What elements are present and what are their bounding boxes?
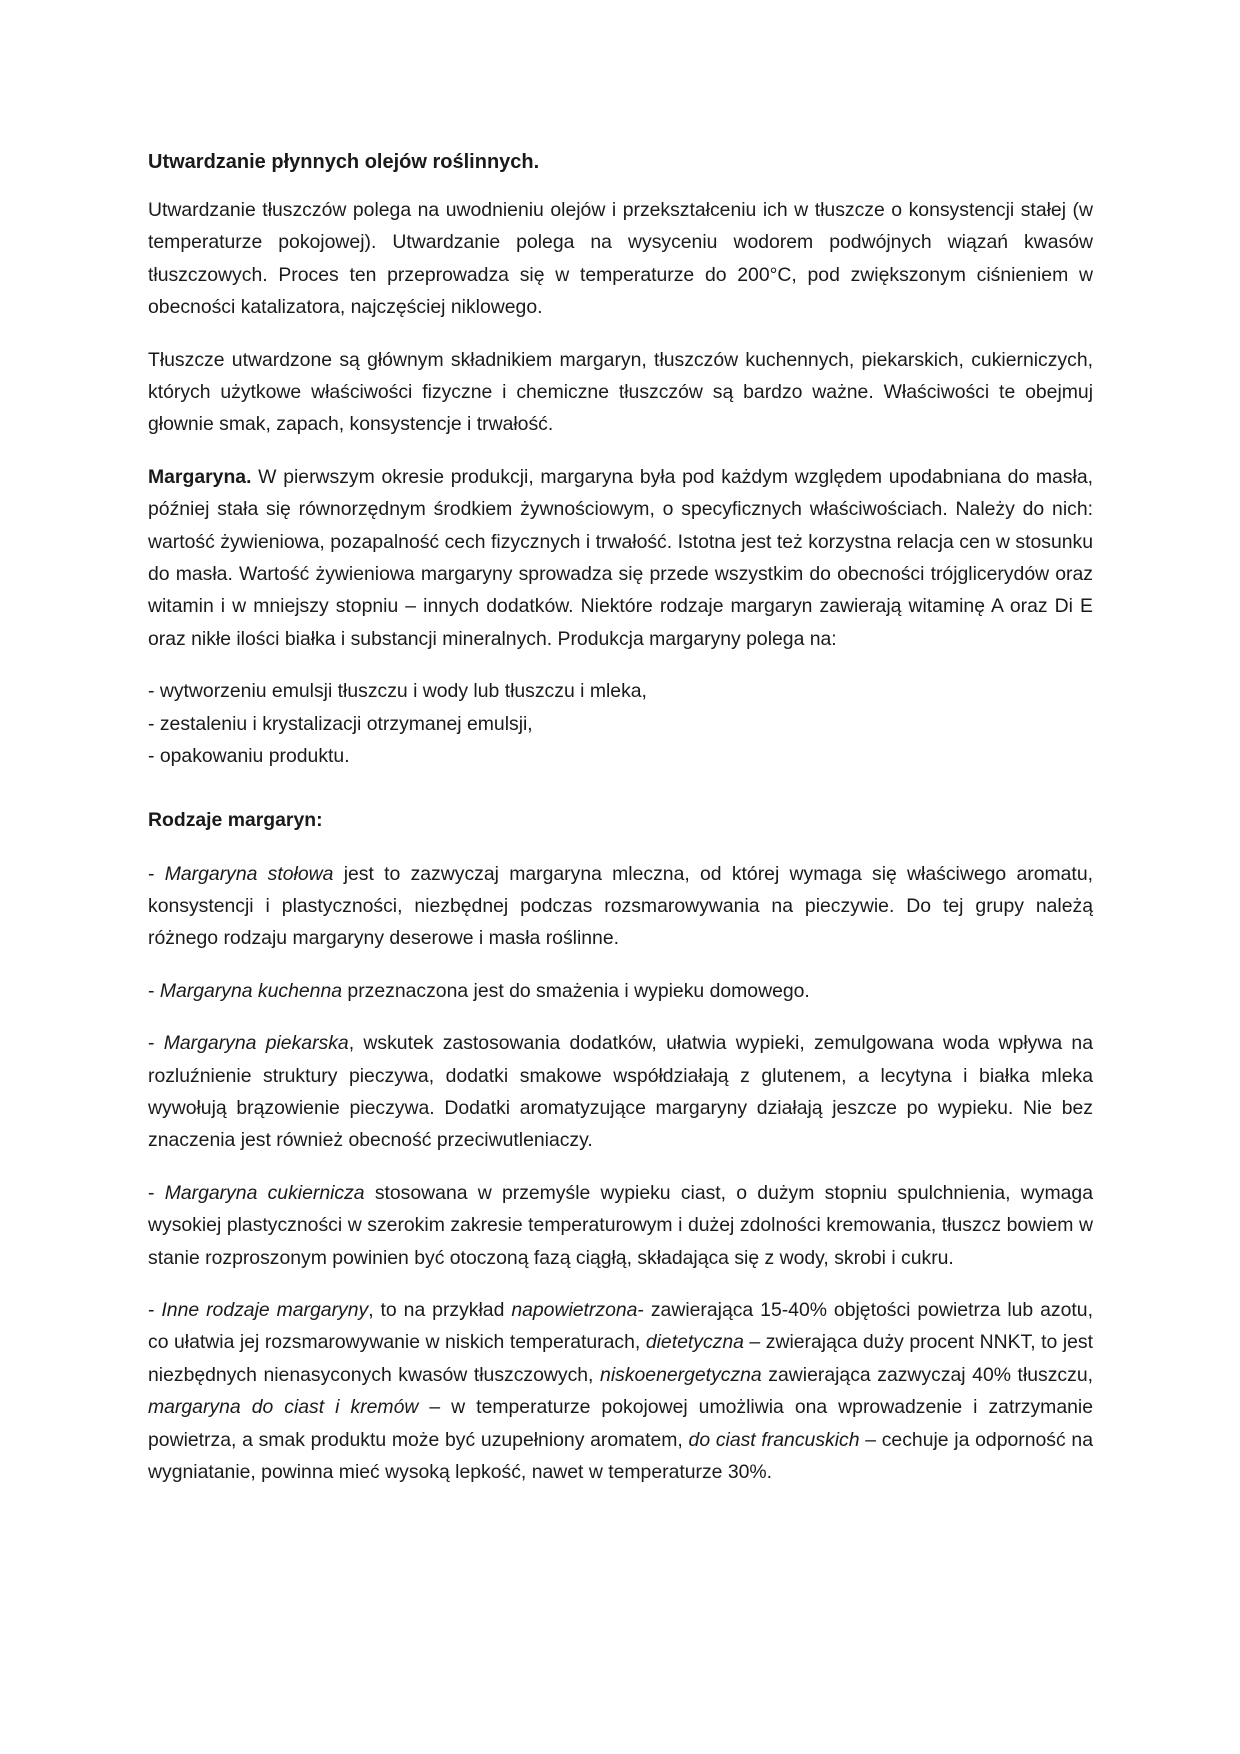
cukiernicza-text: stosowana w przemyśle wypieku ciast, o dużym stopniu spulchnienia, wymaga wysokiej plastyczności w szerokim zakresie temperaturowym i dużej zdolności kremowania, tłuszcz bowiem w stanie rozproszonym powinien być otoczoną fazą ciągłą, składająca się z wody, skrobi i cukru. xyxy=(148,1181,1093,1269)
inne-text: - zawierająca 15-40% objętości powietrza lub azotu, co ułatwia jej rozsmarowywanie w niskich temperaturach, xyxy=(148,1298,1093,1354)
paragraph-hardening: Utwardzanie tłuszczów polega na uwodnieniu olejów i przekształceniu ich w tłuszcze o konsystencji stałej (w temperaturze pokojowej). Utwardzanie polega na wysyceniu wodorem podwójnych wiązań kwasów tłuszczowych. Proces ten przeprowadza się w temperaturze do 200°C, pod zwiększonym ciśnieniem w obecności katalizatora, najczęściej niklowego. xyxy=(148,199,1093,319)
cukiernicza-name: Margaryna cukiernicza xyxy=(164,1181,365,1204)
margaryna-text: W pierwszym okresie produkcji, margaryna była pod każdym względem upodabniana do masła, później stała się równorzędnym środkiem żywnościowym, o specyficznych właściwościach. Należy do nich: wartość żywieniowa, pozapalność cech fizycznych i trwałość. Istotna jest też korzystna relacja cen w stosunku do masła. Wartość żywieniowa margaryny sprowadza się przede wszystkim do obecności trójglicerydów oraz witamin i w mniejszy stopniu – innych dodatków. Niektóre rodzaje margaryn zawierają witaminę A oraz Di E oraz nikłe ilości białka i substancji mineralnych. Produkcja margaryny polega na: xyxy=(148,465,1093,650)
paragraph-margaryna xyxy=(148,461,1093,655)
paragraph-hardened-fats: Tłuszcze utwardzone są głównym składnikiem margaryn, tłuszczów kuchennych, piekarskich, cukierniczych, których użytkowe właściwości fizyczne i chemiczne tłuszczów są bardzo ważne. Właściwości te obejmuj głownie smak, zapach, konsystencje i trwałość. xyxy=(148,348,1093,436)
stolowa-name: Margaryna stołowa xyxy=(164,862,334,885)
dietetyczna-term: dietetyczna xyxy=(645,1331,744,1354)
dash-prefix: - xyxy=(148,1181,165,1204)
inne-name: Inne rodzaje margaryny xyxy=(161,1298,369,1321)
dash-prefix: - xyxy=(148,1032,164,1055)
piekarska-name: Margaryna piekarska xyxy=(163,1032,349,1055)
inne-text: – w temperaturze pokojowej umożliwia ona wprowadzenie i zatrzymanie powietrza, a smak produktu może być uzupełniony aromatem, xyxy=(148,1396,1093,1451)
dash-prefix: - xyxy=(148,862,165,885)
paragraph-piekarska xyxy=(148,1027,1093,1157)
napowietrzona-term: napowietrzona xyxy=(511,1298,638,1321)
stolowa-text: jest to zazwyczaj margaryna mleczna, od której wymaga się właściwego aromatu, konsystencji i plastyczności, niezbędnej podczas rozsmarowywania na pieczywie. Do tej grupy należą różnego rodzaju margaryny deserowe i masła roślinne. xyxy=(148,862,1093,950)
kuchenna-name: Margaryna kuchenna xyxy=(159,979,343,1002)
rodzaje-heading: Rodzaje margaryn: xyxy=(148,808,323,831)
do-ciast-francuskich-term: do ciast francuskich xyxy=(688,1428,860,1451)
do-ciast-i-kremow-term: margaryna do ciast i kremów xyxy=(148,1396,419,1419)
paragraph-kuchenna xyxy=(148,975,1093,1007)
piekarska-text: , wskutek zastosowania dodatków, ułatwia wypieki, zemulgowana woda wpływa na rozluźnienie struktury pieczywa, dodatki smakowe współdziałają z glutenem, a lecytyna i białka mleka wywołują brązowienie pieczywa. Dodatki aromatyzujące margaryny działają jeszcze po wypieku. Nie bez znaczenia jest również obecność przeciwutleniaczy. xyxy=(148,1032,1093,1152)
inne-text: , to na przykład xyxy=(368,1298,512,1321)
paragraph-inne xyxy=(148,1294,1093,1488)
margaryna-heading: Margaryna. xyxy=(148,465,252,488)
dash-prefix: - xyxy=(148,979,160,1002)
inne-text: zawierająca zazwyczaj 40% tłuszczu, xyxy=(761,1363,1093,1386)
list-item: - zestaleniu i krystalizacji otrzymanej emulsji, xyxy=(148,712,533,735)
inne-text: – zwierająca duży procent NNKT, to jest niezbędnych nienasyconych kwasów tłuszczowych, xyxy=(148,1331,1094,1386)
list-item: - wytworzeniu emulsji tłuszczu i wody lub tłuszczu i mleka, xyxy=(148,680,647,703)
paragraph-cukiernicza xyxy=(148,1177,1093,1274)
paragraph-stolowa xyxy=(148,858,1093,955)
production-steps-list xyxy=(148,675,1093,772)
list-item: - opakowaniu produktu. xyxy=(148,745,350,768)
niskoenergetyczna-term: niskoenergetyczna xyxy=(600,1363,762,1386)
inne-text: – cechuje ja odporność na wygniatanie, powinna mieć wysoką lepkość, nawet w temperaturze 30%. xyxy=(148,1428,1093,1483)
document-page xyxy=(148,146,1093,1508)
document-title: Utwardzanie płynnych olejów roślinnych. xyxy=(148,151,540,173)
kuchenna-text: przeznaczona jest do smażenia i wypieku domowego. xyxy=(342,979,810,1002)
dash-prefix: - xyxy=(148,1298,162,1321)
